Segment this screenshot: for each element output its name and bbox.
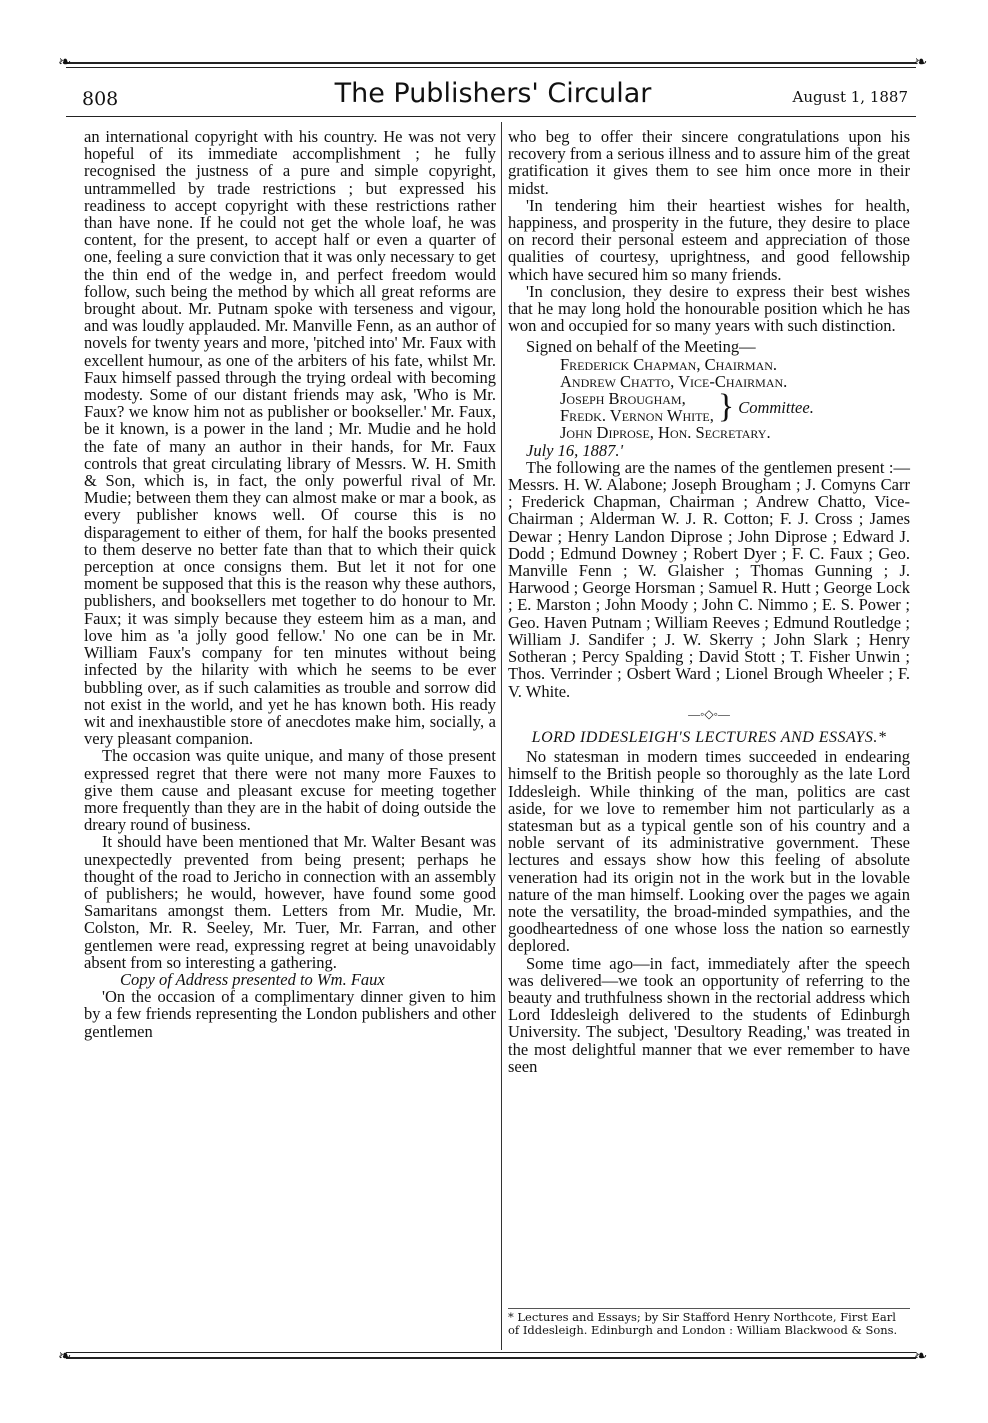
corner-ornament-icon: ❧ [58,1346,72,1365]
footnote: * Lectures and Essays; by Sir Stafford Henry Northcote, First Earl of Iddesleigh. Edinburgh and London : William Blackwood & Sons. [508,1308,910,1336]
corner-ornament-icon: ❧ [58,52,72,71]
paragraph: Some time ago—in fact, immediately after the speech was delivered—we took an opportunity of referring to the beauty and truthfulness shown in the rectorial address which Lord Iddesleigh delivered to the students of Edinburgh University. The subject, 'Desultory Reading,' was treated in the most delightful manner that we ever remember to have seen [508,953,910,1076]
paragraph: 'In tendering him their heartiest wishes for health, happiness, and prosperity in the future, they desire to place on record their personal esteem and appreciation of those qualities of courtesy, uprightness, and good fellowship which have secured him so many friends. [508,195,910,284]
left-column [84,128,496,1040]
bottom-rule-thin [66,1352,916,1353]
column-divider [501,122,502,1350]
top-rule [66,62,916,64]
address-caption: Copy of Address presented to Wm. Faux [120,969,385,989]
bottom-rule [66,1357,916,1359]
committee-label: Committee. [738,397,814,417]
signature-committee-member: Joseph Brougham, [560,389,686,409]
corner-ornament-icon: ❧ [914,52,928,71]
header-rule [66,116,916,117]
top-rule-thin [66,67,916,68]
signature-secretary: John Diprose, Hon. Secretary. [560,423,771,443]
section-ornament: —◦◇◦— [688,706,730,721]
signature-vice-chairman: Andrew Chatto, Vice-Chairman. [560,371,788,391]
article-heading: LORD IDDESLEIGH'S LECTURES AND ESSAYS.* [531,728,887,746]
brace-glyph: } [717,388,735,426]
page-number: 808 [82,88,119,110]
signature-intro: Signed on behalf of the Meeting— [526,337,756,357]
publication-title: The Publishers' Circular [334,78,652,109]
committee-names [560,390,714,424]
paragraph: 'In conclusion, they desire to express their best wishes that he may long hold the honourable position which he has won and occupied for so many years with such distinction. [508,281,910,336]
signature-committee [508,390,910,424]
page-header [78,78,908,118]
paragraph: It should have been mentioned that Mr. Walter Besant was unexpectedly prevented from being present; perhaps he thought of the road to Jericho in connection with an assembly of publishers; he would, however, have found some good Samaritans amongst them. Letters from Mr. Mudie, Mr. Colston, Mr. R. Seeley, Mr. Tuer, Mr. Farran, and other gentlemen were read, expressing regret at being unavoidably absent from so interesting a gathering. [84,832,496,972]
attendees-list: The following are the names of the gentlemen present :—Messrs. H. W. Alabone; Joseph Brougham ; J. Comyns Carr ; Frederick Chapman, Chairman ; Andrew Chatto, Vice-Chairman ; Alderman W. J. R. Cotton; F. J. Cross ; James Dewar ; Henry Landon Diprose ; John Diprose ; Edward J. Dodd ; Edmund Downey ; Robert Dyer ; F. C. Faux ; Geo. Manville Fenn ; W. Glaisher ; Thomas Gunning ; J. Harwood ; George Horsman ; Samuel R. Hutt ; George Lock ; E. Marston ; John Moody ; John C. Nimmo ; E. S. Power ; Geo. Haven Putnam ; William Reeves ; Edmund Routledge ; William J. Sandifer ; J. W. Skerry ; John Slark ; Henry Sotheran ; Percy Spalding ; David Stott ; T. Fisher Unwin ; Thos. Verrinder ; Osbert Ward ; Lionel Brough Wheeler ; F. V. White. [508,457,910,701]
signature-chairman: Frederick Chapman, Chairman. [560,354,778,374]
paragraph: The occasion was quite unique, and many of those present expressed regret that there were not many more Fauxes to give them cause and pleasant excuse for meeting together more frequently than they are in the habit of doing outside the dreary round of business. [84,746,496,835]
signature-date: July 16, 1887.' [526,440,624,460]
paragraph: 'On the occasion of a complimentary dinner given to him by a few friends representing the London publishers and other gentlemen [84,987,496,1041]
paragraph: who beg to offer their sincere congratulations upon his recovery from a serious illness and to assure him of the great gratification it gives them to see him once more in their midst. [508,127,910,198]
paragraph: an international copyright with his country. He was not very hopeful of its immediate accomplishment ; he fully recognised the justness of a pure and simple copyright, untrammelled by trade restrictions ; but expressed his readiness to accept copyright with these restrictions rather than have none. If he could not get the whole loaf, he was content, for the present, to accept half or even a quarter of one, feeling a sure conviction that it was only necessary to get the thin end of the wedge in, and perfect freedom would follow, such being the method by which all great reforms are brought about. Mr. Putnam spoke with terseness and vigour, and was loudly applauded. Mr. Manville Fenn, as an author of novels for twenty years and more, 'pitched into' Mr. Faux with excellent humour, as one of the arbiters of his fate, whilst Mr. Faux himself passed through the trying ordeal with becoming modesty. Some of our distant friends may ask, 'Who is Mr. Faux? we know him not as publisher or bookseller.' Mr. Faux, be it known, is a power in the land ; Mr. Mudie and he hold the fate of many an author in their hands, for Mr. Faux controls that great circulating library of Messrs. W. H. Smith & Son, which is, in fact, the only powerful rival of Mr. Mudie; between them they can almost make or mar a book, as every publisher knows well. Of course this is no disparagement to either of them, for half the books presented to them deserve no better fate than that to which their quick perception at once consigns them. But let it not for one moment be supposed that this is the reason why these authors, publishers, and booksellers met together to do honour to Mr. Faux; it was simply because they esteem him as a man, and love him as 'a jolly good fellow.' No one can be in Mr. William Faux's company for ten minutes without being infected by the hilarity with which he seems to be ever bubbling over, as if such calamities as trouble and sorrow did not exist in the world, and yet he has known both. His ready wit and inexhaustible store of anecdotes make him, socially, a very pleasant companion. [84,127,496,749]
right-column [508,128,910,1075]
signature-committee-member: Fredk. Vernon White, [560,406,714,426]
paragraph: No statesman in modern times succeeded in endearing himself to the British people so thoroughly as the late Lord Iddesleigh. While thinking of the man, politics are cast aside, for we love to remember him not particularly as a statesman but as a typical gentle son of his country and a noble servant of its administrative government. These lectures and essays show how this feeling of absolute veneration had its origin not in the work but in the lovable nature of the man himself. Looking over the pages we again note the versatility, the broad-minded sympathies, and the goodheartedness of one whose loss the nation so earnestly deplored. [508,747,910,956]
issue-date: August 1, 1887 [792,88,908,106]
corner-ornament-icon: ❧ [914,1346,928,1365]
signature-block [508,338,910,458]
